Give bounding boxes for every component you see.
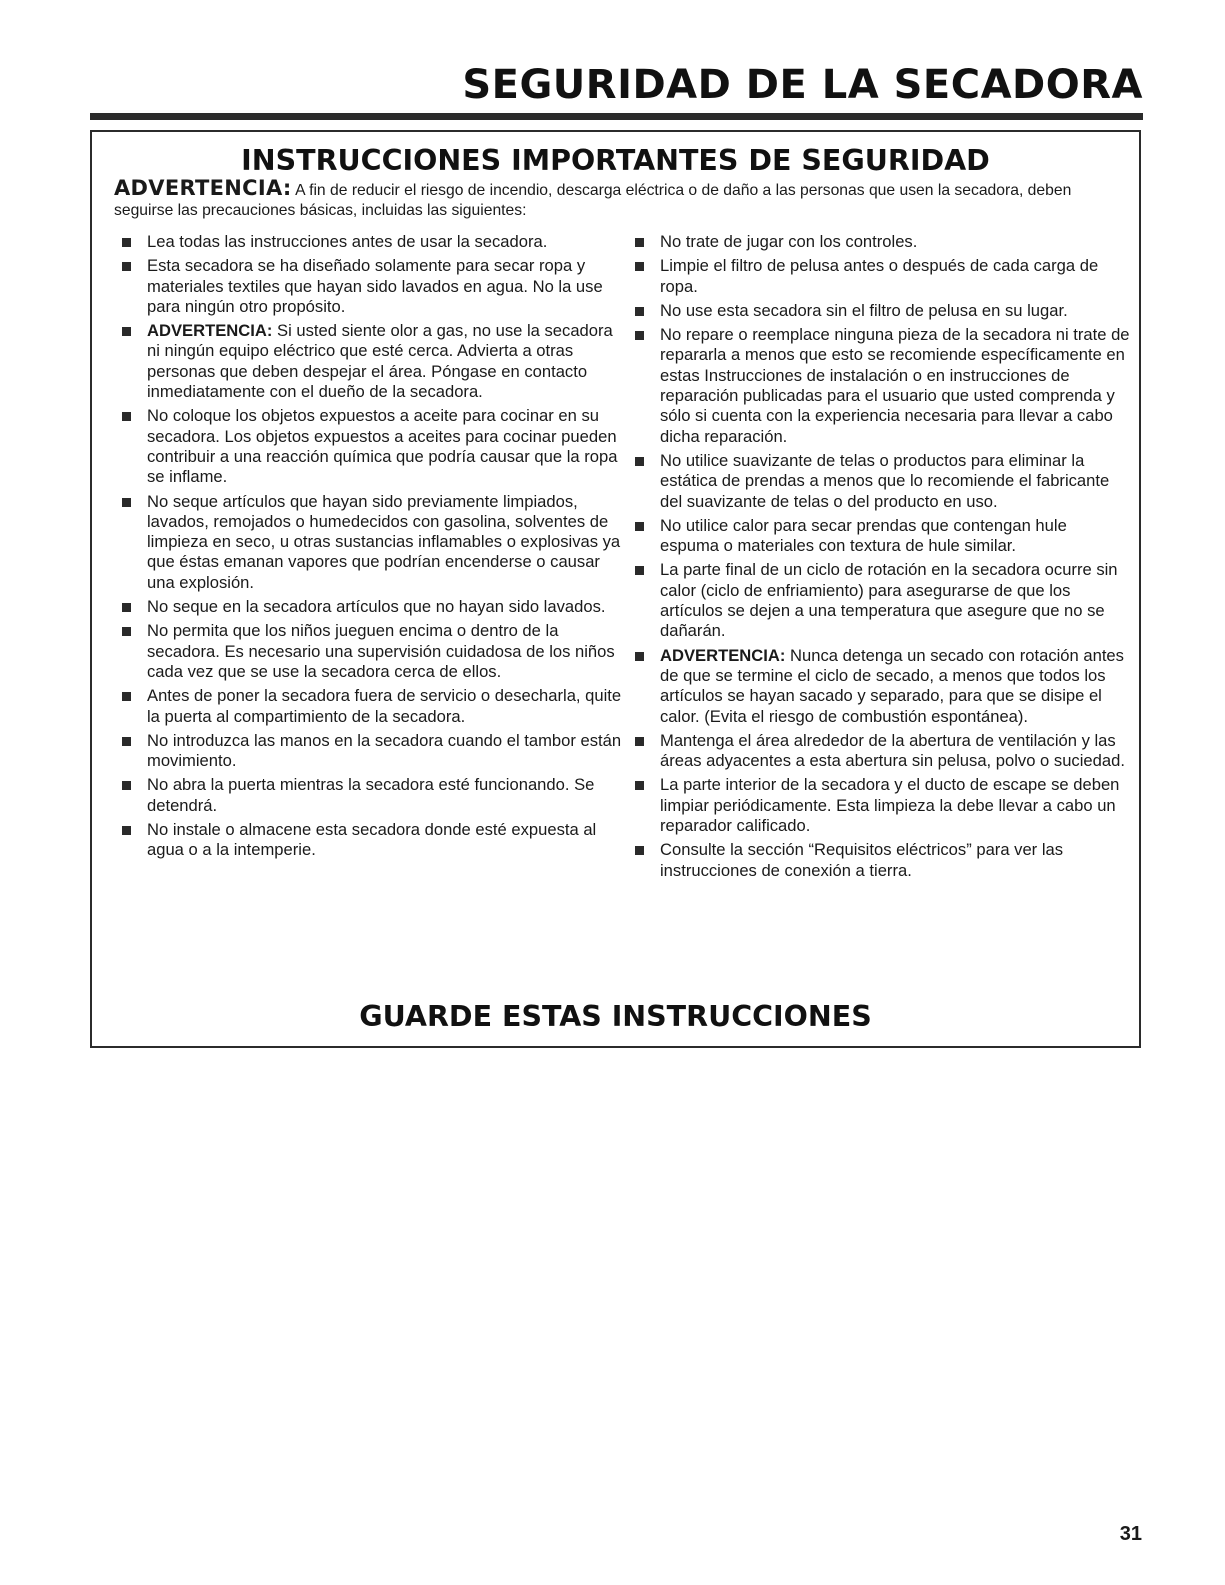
list-item bbox=[630, 256, 1130, 297]
square-bullet-icon bbox=[122, 412, 131, 421]
list-item bbox=[117, 597, 622, 617]
list-item bbox=[117, 256, 622, 317]
item-text: Si usted siente olor a gas, no use la secadora ni ningún equipo eléctrico que esté cerca. Advierta a otras personas que deben despejar el área. Póngase en contacto inmediatamente con el dueño de la secadora. bbox=[147, 321, 613, 402]
square-bullet-icon bbox=[635, 262, 644, 271]
square-bullet-icon bbox=[122, 692, 131, 701]
page-number: 31 bbox=[1119, 1523, 1142, 1545]
square-bullet-icon bbox=[122, 262, 131, 271]
square-bullet-icon bbox=[635, 457, 644, 466]
list-item bbox=[630, 646, 1130, 727]
list-item bbox=[630, 516, 1130, 557]
item-text: La parte interior de la secadora y el ducto de escape se deben limpiar periódicamente. Esta limpieza la debe llevar a cabo un reparador calificado. bbox=[660, 775, 1120, 836]
item-text: No abra la puerta mientras la secadora esté funcionando. Se detendrá. bbox=[147, 775, 595, 815]
square-bullet-icon bbox=[635, 307, 644, 316]
list-item bbox=[630, 731, 1130, 772]
square-bullet-icon bbox=[122, 327, 131, 336]
square-bullet-icon bbox=[122, 238, 131, 247]
list-item bbox=[117, 775, 622, 816]
item-text: No instale o almacene esta secadora donde esté expuesta al agua o a la intemperie. bbox=[147, 820, 597, 860]
item-text: Limpie el filtro de pelusa antes o después de cada carga de ropa. bbox=[660, 256, 1099, 296]
list-item bbox=[117, 492, 622, 593]
item-text: No permita que los niños jueguen encima o dentro de la secadora. Es necesario una supervisión cuidadosa de los niños cada vez que se use la secadora cerca de ellos. bbox=[147, 621, 615, 681]
item-text: Consulte la sección “Requisitos eléctricos” para ver las instrucciones de conexión a tierra. bbox=[660, 840, 1064, 880]
square-bullet-icon bbox=[122, 781, 131, 790]
page-header bbox=[90, 62, 1143, 108]
square-bullet-icon bbox=[635, 846, 644, 855]
square-bullet-icon bbox=[122, 498, 131, 507]
item-text: La parte final de un ciclo de rotación en la secadora ocurre sin calor (ciclo de enfriamiento) para asegurarse de que los artículos se dejen a una temperatura que asegure que no se dañarán. bbox=[660, 560, 1118, 641]
square-bullet-icon bbox=[122, 603, 131, 612]
square-bullet-icon bbox=[635, 737, 644, 746]
left-instruction-list bbox=[117, 232, 622, 865]
box-footer-title: GUARDE ESTAS INSTRUCCIONES bbox=[359, 1000, 872, 1033]
list-item bbox=[630, 232, 1130, 252]
list-item bbox=[630, 325, 1130, 447]
list-item bbox=[117, 820, 622, 861]
list-item bbox=[630, 775, 1130, 836]
safety-instructions-box bbox=[90, 130, 1141, 1048]
header-rule bbox=[90, 113, 1143, 120]
list-item bbox=[630, 840, 1130, 881]
list-item bbox=[630, 560, 1130, 641]
square-bullet-icon bbox=[635, 522, 644, 531]
intro-text: A fin de reducir el riesgo de incendio, descarga eléctrica o de daño a las personas que usen la secadora, deben seguirse las precauciones básicas, incluidas las siguientes: bbox=[114, 182, 1072, 219]
square-bullet-icon bbox=[122, 826, 131, 835]
item-text: Lea todas las instrucciones antes de usar la secadora. bbox=[147, 232, 548, 251]
item-text: No trate de jugar con los controles. bbox=[660, 232, 918, 251]
square-bullet-icon bbox=[635, 781, 644, 790]
item-text: No utilice suavizante de telas o productos para eliminar la estática de prendas a menos que lo recomiende el fabricante del suavizante de telas o del producto en uso. bbox=[660, 450, 1110, 511]
item-text: Esta secadora se ha diseñado solamente para secar ropa y materiales textiles que hayan sido lavados en agua. No la use para ningún otro propósito. bbox=[147, 256, 603, 316]
item-lead: ADVERTENCIA: bbox=[660, 645, 786, 665]
list-item bbox=[630, 451, 1130, 512]
item-text: No coloque los objetos expuestos a aceite para cocinar en su secadora. Los objetos expuestos a aceites para cocinar pueden contribuir a una reacción química que podría causar que la ropa se inflame. bbox=[147, 406, 618, 487]
list-item bbox=[117, 232, 622, 252]
item-text: No repare o reemplace ninguna pieza de la secadora ni trate de repararla a menos que esto se recomiende específicamente en estas Instrucciones de instalación o en instrucciones de reparación publicadas para el usuario que usted comprenda y sólo si cuenta con la experiencia necesaria para llevar a cabo dicha reparación. bbox=[660, 325, 1130, 446]
intro-warning-label: ADVERTENCIA: bbox=[114, 176, 292, 200]
item-text: Nunca detenga un secado con rotación antes de que se termine el ciclo de secado, a menos que todos los artículos se hayan sacado y separado, para que se disipe el calor. (Evita el riesgo de combustión espontánea). bbox=[660, 645, 1124, 726]
right-instruction-list bbox=[630, 232, 1130, 885]
item-text: No seque artículos que hayan sido previamente limpiados, lavados, remojados o humedecidos con gasolina, solventes de limpieza en seco, u otras sustancias inflamables o explosivas ya que éstas emanan vapores que podrían encenderse o causar una explosión. bbox=[147, 491, 621, 592]
list-item bbox=[117, 731, 622, 772]
item-text: No seque en la secadora artículos que no hayan sido lavados. bbox=[147, 597, 606, 617]
page-title: SEGURIDAD DE LA SECADORA bbox=[462, 62, 1143, 108]
list-item bbox=[117, 686, 622, 727]
item-text: No introduzca las manos en la secadora cuando el tambor están movimiento. bbox=[147, 730, 622, 771]
square-bullet-icon bbox=[635, 566, 644, 575]
item-text: No utilice calor para secar prendas que contengan hule espuma o materiales con textura de hule similar. bbox=[660, 515, 1067, 556]
square-bullet-icon bbox=[122, 737, 131, 746]
list-item bbox=[117, 406, 622, 487]
square-bullet-icon bbox=[122, 627, 131, 636]
square-bullet-icon bbox=[635, 652, 644, 661]
item-lead: ADVERTENCIA: bbox=[147, 321, 273, 341]
square-bullet-icon bbox=[635, 331, 644, 340]
list-item bbox=[117, 321, 622, 402]
square-bullet-icon bbox=[635, 238, 644, 247]
box-title: INSTRUCCIONES IMPORTANTES DE SEGURIDAD bbox=[241, 144, 990, 177]
list-item bbox=[630, 301, 1130, 321]
item-text: No use esta secadora sin el filtro de pelusa en su lugar. bbox=[660, 300, 1068, 320]
list-item bbox=[117, 621, 622, 682]
item-text: Antes de poner la secadora fuera de servicio o desecharla, quite la puerta al compartimiento de la secadora. bbox=[147, 686, 622, 726]
intro-paragraph bbox=[114, 178, 1124, 221]
item-text: Mantenga el área alrededor de la abertura de ventilación y las áreas adyacentes a esta abertura sin pelusa, polvo o suciedad. bbox=[660, 730, 1125, 771]
